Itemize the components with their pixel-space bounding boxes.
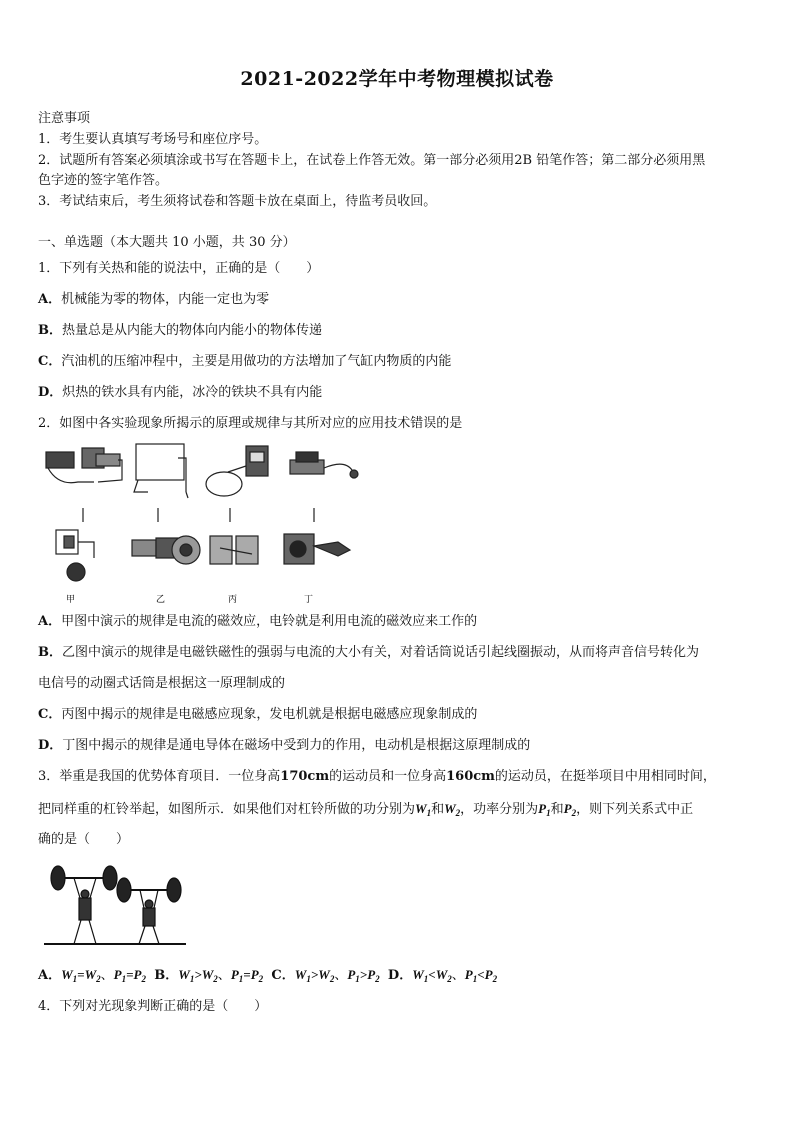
question-3-line-2: 把同样重的杠铃举起，如图所示．如果他们对杠铃所做的功分别为$W_1$和$W_2$，功率分别为$P_1$和$P_2$，则下列关系式中正 <box>38 801 694 818</box>
notice-item: 1．考生要认真填写考场号和座位序号。 <box>38 132 268 147</box>
q3-text: 的运动员，在挺举项目中用相同时间， <box>494 769 716 784</box>
option-text: 乙图中演示的规律是电磁铁磁性的强弱与电流的大小有关，对着话筒说话引起线圈振动，从而将声音信号转化为 <box>62 645 700 660</box>
option-label: D． <box>387 968 413 983</box>
option-text: 丙图中揭示的规律是电磁感应现象，发电机就是根据电磁感应现象制成的 <box>61 707 478 722</box>
weightlifters-figure <box>40 858 190 950</box>
section-heading: 一、单选题（本大题共 10 小题，共 30 分） <box>38 235 296 250</box>
question-4-stem: 4．下列对光现象判断正确的是（ ） <box>38 999 268 1014</box>
option-text: 汽油机的压缩冲程中，主要是用做功的方法增加了气缸内物质的内能 <box>61 354 452 369</box>
relation: = <box>243 967 251 982</box>
question-3-line-3: 确的是（ ） <box>38 832 130 847</box>
figure-label-bing: 丙 <box>228 595 238 605</box>
figure-label-jia: 甲 <box>66 595 76 605</box>
question-1-option-d: D．炽热的铁水具有内能，冰冷的铁块不具有内能 <box>38 385 323 400</box>
question-2-option-b: B．乙图中演示的规律是电磁铁磁性的强弱与电流的大小有关，对着话筒说话引起线圈振动，从而将声音信号转化为 <box>38 645 700 660</box>
q3-text: ，功率分别为 <box>460 802 539 817</box>
question-2-stem: 2．如图中各实验现象所揭示的原理或规律与其所对应的应用技术错误的是 <box>38 416 463 431</box>
option-text: 炽热的铁水具有内能，冰冷的铁块不具有内能 <box>62 385 323 400</box>
option-text: 热量总是从内能大的物体向内能小的物体传递 <box>62 323 323 338</box>
q3-text: ，则下列关系式中正 <box>576 802 694 817</box>
question-2-option-d: D．丁图中揭示的规律是通电导体在磁场中受到力的作用，电动机是根据这原理制成的 <box>38 738 531 753</box>
notice-item: 色字迹的签字笔作答。 <box>38 173 169 188</box>
separator: 、 <box>100 968 114 983</box>
relation: < <box>477 967 485 982</box>
figure-label-yi: 乙 <box>156 595 166 605</box>
question-1-option-a: A．机械能为零的物体，内能一定也为零 <box>38 292 270 307</box>
notice-heading: 注意事项 <box>38 111 91 126</box>
q3-text: 3．举重是我国的优势体育项目．一位身高 <box>38 769 281 784</box>
height-2: 160cm <box>446 769 495 784</box>
question-1-option-b: B．热量总是从内能大的物体向内能小的物体传递 <box>38 323 323 338</box>
height-1: 170cm <box>280 769 330 784</box>
separator: 、 <box>451 968 465 983</box>
question-3-options: A．$W_1=W_2$、$P_1=P_2$ B．$W_1>W_2$、$P_1=P_2$ C．$W_1>W_2$、$P_1>P_2$ D．$W_1<W_2$、$P_1<P_2$ <box>38 967 498 984</box>
option-label: A． <box>38 968 62 983</box>
question-1-stem: 1．下列有关热和能的说法中，正确的是（ ） <box>38 261 320 276</box>
q3-text: 和 <box>550 802 564 817</box>
relation: = <box>77 967 85 982</box>
weightlifters-drawing <box>40 858 190 950</box>
question-1-option-c: C．汽油机的压缩冲程中，主要是用做功的方法增加了气缸内物质的内能 <box>38 354 452 369</box>
q3-text: 把同样重的杠铃举起，如图所示．如果他们对杠铃所做的功分别为 <box>38 802 416 817</box>
question-2-option-c: C．丙图中揭示的规律是电磁感应现象，发电机就是根据电磁感应现象制成的 <box>38 707 478 722</box>
notice-item: 2．试题所有答案必须填涂或书写在答题卡上，在试卷上作答无效。第一部分必须用2B 铅笔作答；第二部分必须用黑 <box>38 153 706 168</box>
experiment-figure <box>38 438 368 606</box>
q3-text: 和 <box>431 802 445 817</box>
option-label: C． <box>271 968 295 983</box>
question-3-line-1 <box>38 768 716 786</box>
figure-label-ding: 丁 <box>304 595 314 605</box>
relation: > <box>359 967 368 982</box>
q3-text: 的运动员和一位身高 <box>329 769 447 784</box>
relation: > <box>194 967 202 982</box>
relation: < <box>428 967 436 982</box>
option-text: 甲图中演示的规律是电流的磁效应，电铃就是利用电流的磁效应来工作的 <box>61 614 478 629</box>
relation: > <box>310 967 319 982</box>
option-text: 机械能为零的物体，内能一定也为零 <box>61 292 270 307</box>
experiment-figure-drawing <box>38 438 368 606</box>
page-title: 2021-2022学年中考物理模拟试卷 <box>240 68 554 90</box>
question-2-option-b-cont: 电信号的动圈式话筒是根据这一原理制成的 <box>38 676 286 691</box>
separator: 、 <box>334 968 348 983</box>
notice-item: 3．考试结束后，考生须将试卷和答题卡放在桌面上，待监考员收回。 <box>38 194 437 209</box>
question-2-option-a: A．甲图中演示的规律是电流的磁效应，电铃就是利用电流的磁效应来工作的 <box>38 614 478 629</box>
relation: = <box>126 967 134 982</box>
option-text: 丁图中揭示的规律是通电导体在磁场中受到力的作用，电动机是根据这原理制成的 <box>62 738 531 753</box>
option-label: B． <box>154 968 179 983</box>
separator: 、 <box>217 968 231 983</box>
